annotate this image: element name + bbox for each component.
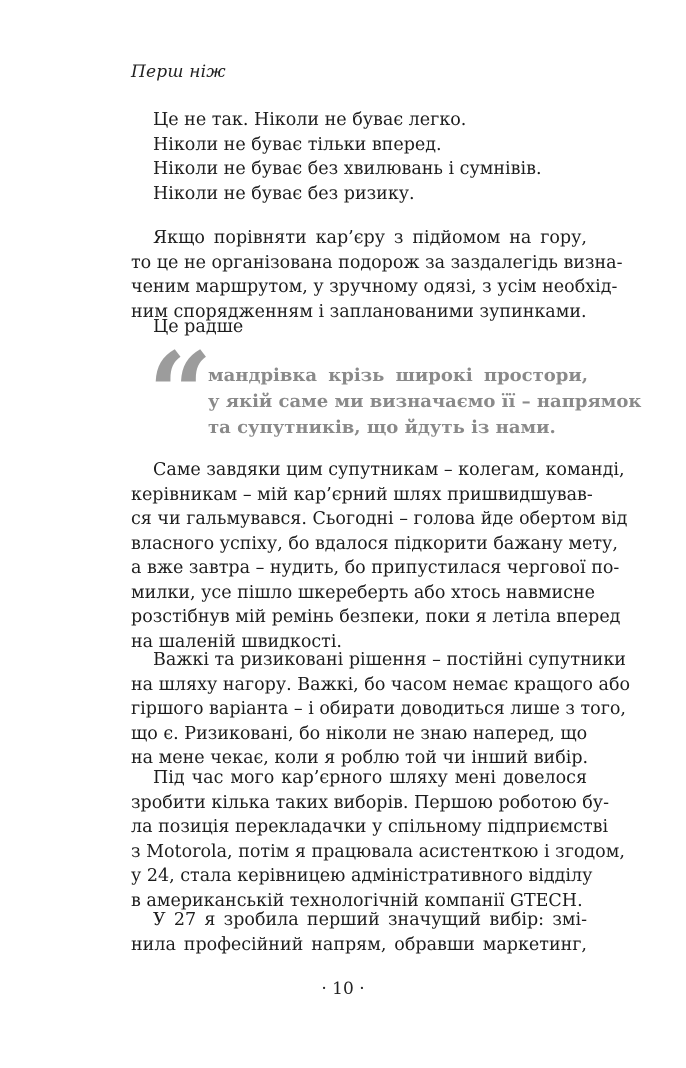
text-line: Саме завдяки цим супутникам – колегам, команді, <box>153 460 625 480</box>
text-line: зробити кілька таких виборів. Першою роботою бу- <box>131 792 610 813</box>
running-header: Перш ніж <box>131 62 226 82</box>
poem-line: Ніколи не буває тільки вперед. <box>153 134 442 155</box>
quote-line: та супутників, що йдуть із нами. <box>208 417 556 438</box>
text-line: то це не організована подорож за заздалегідь визна- <box>131 252 623 273</box>
text-line: з Motorola, потім я працювала асистенткою і згодом, <box>131 841 625 862</box>
text-line: ся чи гальмувався. Сьогодні – голова йде обертом від <box>131 509 628 529</box>
paragraph-6 <box>131 908 587 957</box>
poem-line: Це не так. Ніколи не буває легко. <box>153 110 467 130</box>
text-line: Важкі та ризиковані рішення – постійні супутники <box>153 650 626 670</box>
poem-line: Ніколи не буває без ризику. <box>153 183 415 204</box>
text-line: ла позиція перекладачки у спільному підприємстві <box>131 817 609 837</box>
paragraph-2 <box>153 315 609 340</box>
quote-line: мандрівка крізь широкі простори, <box>208 365 588 386</box>
text-line: власного успіху, бо вдалося підкорити бажану мету, <box>131 533 618 554</box>
text-line: ченим маршрутом, у зручному одязі, з усім необхід- <box>131 277 618 297</box>
text-line: на шаленій швидкості. <box>131 631 342 652</box>
text-line: керівникам – мій кар’єрний шлях пришвидшував- <box>131 484 593 505</box>
paragraph-3 <box>131 458 628 654</box>
text-line: у 24, стала керівницею адміністративного відділу <box>131 866 593 886</box>
text-line: У 27 я зробила перший значущий вибір: змі- <box>153 910 587 930</box>
text-line: на шляху нагору. Важкі, бо часом немає кращого або <box>131 674 631 695</box>
text-line: гіршого варіанта – і обирати доводиться лише з того, <box>131 699 626 719</box>
text-line: Якщо порівняти кар’єру з підйомом на гору, <box>153 228 587 248</box>
text-line: Під час мого кар’єрного шляху мені довелося <box>153 768 587 788</box>
pull-quote-text <box>208 363 642 441</box>
text-line: Це радше <box>153 317 244 337</box>
text-line: ним спорядженням і запланованими зупинками. <box>131 301 587 322</box>
text-line: в американській технологічній компанії GTECH. <box>131 890 583 911</box>
paragraph-5 <box>131 766 625 913</box>
poem-block <box>153 108 542 206</box>
text-line: що є. Ризиковані, бо ніколи не знаю наперед, що <box>131 723 588 744</box>
page-number: · 10 · <box>321 979 365 999</box>
paragraph-4 <box>131 648 631 771</box>
text-line: милки, усе пішло шкереберть або хтось навмисне <box>131 582 595 603</box>
quote-mark-icon: “ <box>148 329 213 460</box>
text-line: нила професійний напрям, обравши маркетинг, <box>131 934 587 955</box>
pull-quote <box>148 329 642 460</box>
text-line: на мене чекає, коли я роблю той чи інший вибір. <box>131 748 589 768</box>
paragraph-1 <box>131 226 623 324</box>
text-line: а вже завтра – нудить, бо припустилася чергової по- <box>131 558 620 578</box>
quote-line: у якій саме ми визначаємо її – напрямок <box>208 391 642 412</box>
text-line: розстібнув мій ремінь безпеки, поки я летіла вперед <box>131 607 621 627</box>
poem-line: Ніколи не буває без хвилювань і сумнівів. <box>153 159 542 179</box>
